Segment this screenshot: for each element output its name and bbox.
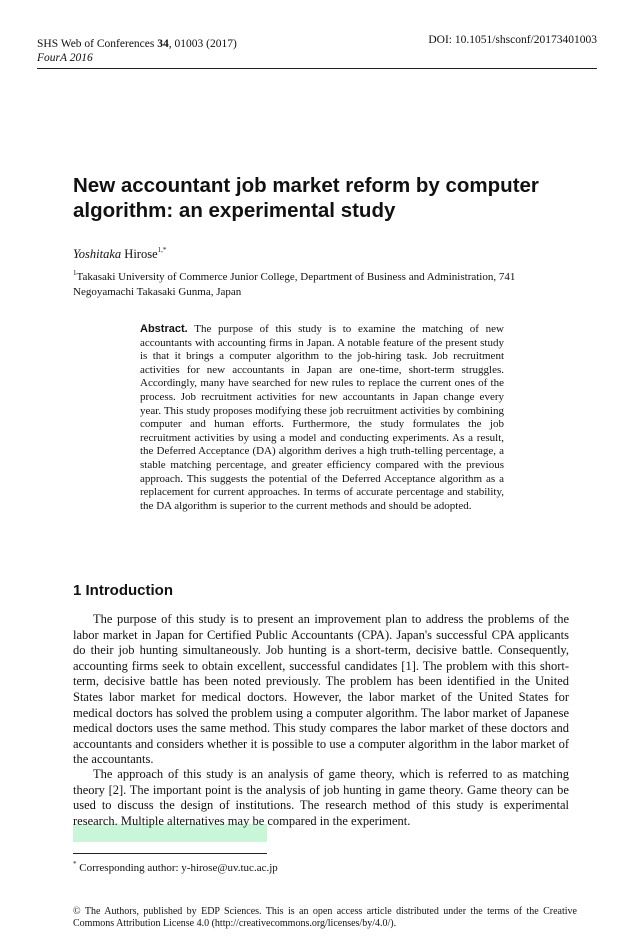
license-notice: © The Authors, published by EDP Sciences. This is an open access article distributed under the terms of the Creative Commons Attribution License 4.0 (http://creativecommons.org/licenses/by/4.0/). [73,906,577,929]
header-rule [37,68,597,69]
journal-name: SHS Web of Conferences [37,38,155,50]
footnote-mark: * [73,860,77,868]
footnote [73,860,278,874]
paper-title: New accountant job market reform by computer algorithm: an experimental study [73,174,539,222]
footnote-text: Corresponding author: y-hirose@uv.tuc.ac.jp [79,862,278,874]
author-line [73,246,166,262]
abstract-text: The purpose of this study is to examine the matching of new accountants with accounting firms in Japan. A notable feature of the present study is that it brings a computer algorithm to the job-hiring task. Job recruitment activities for new accountants in Japan are one-time, short-term struggles. Accordingly, many have searched for new rules to replace the current ones of the process. Job recruitment activities for new accountants in Japan change every year. This study proposes modifying these job recruitment activities by combining computer and human efforts. Furthermore, the study formulates the job recruitment activities by using a model and conducting experiments. As a result, the Deferred Acceptance (DA) algorithm derives a high truth-telling percentage, a stable matching percentage, and greater efficiency compared with the previous approach. This suggests the potential of the Deferred Acceptance algorithm as a replacement for current approaches. In terms of accurate percentage and stability, the DA algorithm is superior to the current methods and should be adopted. [140,323,504,512]
intro-paragraph-2: The approach of this study is an analysis of game theory, which is referred to as matching theory [2]. The important point is the analysis of job hunting in game theory. Game theory can be used to discuss the design of institutions. The research method of this study is experimental research. Multiple alternatives may be compared in the experiment. [73,767,569,828]
running-header-journal [37,37,237,52]
affiliation [73,266,578,300]
author-marks: 1,* [157,246,167,254]
abstract-label: Abstract. [140,323,188,335]
author-family-name: Hirose [124,247,158,261]
footnote-rule [73,853,267,854]
author-given-name: Yoshitaka [73,247,122,261]
affiliation-text: Takasaki University of Commerce Junior College, Department of Business and Administration, 741 Negoyamachi Takasaki Gunma, Japan [73,271,516,298]
affiliation-mark: 1 [73,269,77,277]
abstract [140,323,504,513]
doi-label: DOI: 10.1051/shsconf/20173401003 [428,34,597,46]
section-heading-introduction: 1 Introduction [73,582,173,599]
conference-name: FourA 2016 [37,52,93,64]
intro-paragraph-1: The purpose of this study is to present an improvement plan to address the problems of the labor market in Japan for Certified Public Accountants (CPA). Japan's successful CPA applicants do their job hunting simultaneously. Job hunting is a short-term, decisive battle. Consequently, accounting firms seek to obtain excellent, successful candidates [1]. The problem with this short-term, decisive battle has been noted previously. The problem has been identified in the United States labor market for medical doctors. However, the labor market of the United States for medical doctors has solved the problem using a computer algorithm. The labor market of Japanese medical doctors uses the same method. This study compares the labor market of these doctors and accountants and considers whether it is possible to use a computer algorithm in the labor market of the accountants. [73,612,569,767]
journal-volume: 34 [157,38,169,50]
article-number: , 01003 (2017) [168,38,237,50]
